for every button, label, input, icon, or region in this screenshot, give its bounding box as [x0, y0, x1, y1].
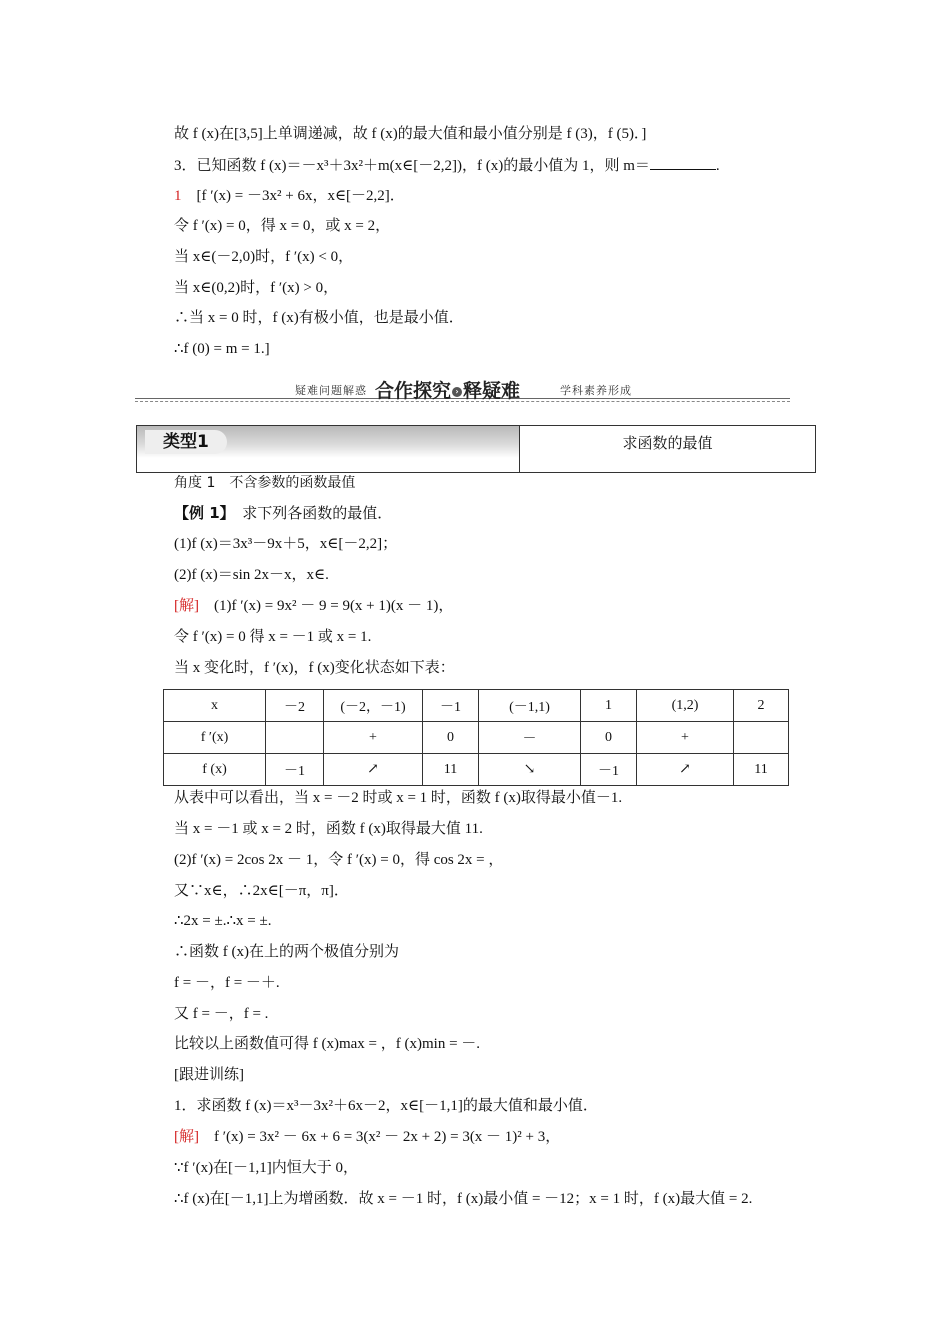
table-cell: －1: [423, 690, 479, 722]
practice-solution-line: [174, 1127, 560, 1147]
text-line: 从表中可以看出，当 x = －2 时或 x = 1 时，函数 f (x)取得最小值－1.: [174, 790, 623, 806]
text-line: ∴函数 f (x)在上的两个极值分别为: [174, 944, 399, 960]
table-cell: f ′(x): [164, 722, 266, 754]
section-banner: [135, 373, 790, 405]
solution-line: 令 f ′(x) = 0 得 x = －1 或 x = 1.: [174, 629, 372, 645]
table-cell: ↗: [324, 754, 423, 786]
banner-title-a: 合作探究: [375, 380, 452, 402]
banner-title-b: 释疑难: [463, 380, 521, 402]
text-line: 当 x∈(－2,0)时，f ′(x) < 0，: [174, 249, 354, 265]
banner-left-text: 疑难问题解惑: [295, 384, 367, 397]
example-line: [174, 503, 392, 524]
banner-title: [375, 376, 520, 403]
text-line: ∴f (0) = m = 1.]: [174, 341, 270, 357]
variation-table: [163, 689, 789, 786]
table-cell: f (x): [164, 754, 266, 786]
practice-solution-line: ∵f ′(x)在[－1,1]内恒大于 0，: [174, 1160, 359, 1176]
table-row: [164, 754, 789, 786]
table-header-row: [164, 690, 789, 722]
table-cell: 0: [581, 722, 637, 754]
table-cell: x: [164, 690, 266, 722]
table-cell: －1: [581, 754, 637, 786]
solution-line: 当 x 变化时，f ′(x)，f (x)变化状态如下表：: [174, 660, 455, 676]
text-line: (2)f ′(x) = 2cos 2x － 1，令 f ′(x) = 0，得 cos 2x = ，: [174, 852, 504, 868]
text-line: 当 x∈(0,2)时，f ′(x) > 0，: [174, 280, 339, 296]
table-cell: 11: [423, 754, 479, 786]
practice-solution-text: f ′(x) = 3x² － 6x + 6 = 3(x² － 2x + 2) = 3(x － 1)² + 3，: [214, 1129, 561, 1145]
practice-question: 1．求函数 f (x)＝x³－3x²＋6x－2，x∈[－1,1]的最大值和最小值．: [174, 1098, 598, 1114]
text-line: 比较以上函数值可得 f (x)max = ，f (x)min = －.: [174, 1036, 481, 1052]
banner-right-text: 学科素养形成: [560, 384, 632, 397]
text-line: ∴当 x = 0 时，f (x)有极小值，也是最小值．: [174, 310, 464, 326]
example-part-2: (2)f (x)＝sin 2x－x，x∈.: [174, 567, 329, 583]
answer-text: [f ′(x) = －3x² + 6x，x∈[－2,2]．: [196, 188, 405, 204]
question-3-text: 3．已知函数 f (x)＝－x³＋3x²＋m(x∈[－2,2])，f (x)的最小值为 1，则 m＝: [174, 158, 650, 174]
text-line: f = －，f = －＋.: [174, 975, 280, 991]
text-line: 又 f = －，f = .: [174, 1006, 269, 1022]
practice-solution-tag: [解]: [174, 1129, 199, 1145]
table-cell: 0: [423, 722, 479, 754]
question-3: 3．已知函数 f (x)＝－x³＋3x²＋m(x∈[－2,2])，f (x)的最小值为 1，则 m＝ .: [174, 155, 720, 176]
table-cell: 2: [734, 690, 789, 722]
arrow-icon: ›: [452, 387, 462, 397]
type-title: 求函数的最值: [622, 434, 713, 452]
answer-line: [174, 186, 405, 206]
table-cell: (1,2): [637, 690, 734, 722]
table-cell: ↘: [479, 754, 581, 786]
table-cell: +: [324, 722, 423, 754]
type-box: [136, 425, 816, 473]
table-cell: －2: [266, 690, 324, 722]
table-cell: 11: [734, 754, 789, 786]
table-cell: －: [479, 722, 581, 754]
example-text: 求下列各函数的最值．: [242, 506, 393, 522]
table-cell: [266, 722, 324, 754]
solution-text: (1)f ′(x) = 9x² － 9 = 9(x + 1)(x － 1)，: [214, 598, 454, 614]
practice-tag: [跟进训练]: [174, 1067, 244, 1083]
example-part-1: (1)f (x)＝3x³－9x＋5，x∈[－2,2]；: [174, 536, 398, 552]
text-line: ∴2x = ±.∴x = ±.: [174, 913, 272, 929]
angle-heading: 角度 1 不含参数的函数最值: [174, 475, 356, 491]
text-line: 当 x = －1 或 x = 2 时，函数 f (x)取得最大值 11.: [174, 821, 483, 837]
text-line: 又∵x∈，∴2x∈[－π，π]．: [174, 883, 349, 899]
table-row: [164, 722, 789, 754]
example-tag: 【例 1】: [174, 504, 228, 522]
table-cell: [734, 722, 789, 754]
solution-line: [174, 596, 453, 616]
table-cell: (－2，－1): [324, 690, 423, 722]
table-cell: －1: [266, 754, 324, 786]
solution-tag: [解]: [174, 598, 199, 614]
practice-solution-line: ∴f (x)在[－1,1]上为增函数．故 x = －1 时，f (x)最小值 = －12；x = 1 时，f (x)最大值 = 2.: [174, 1191, 753, 1207]
table-cell: ↗: [637, 754, 734, 786]
text-line: 令 f ′(x) = 0，得 x = 0，或 x = 2，: [174, 218, 391, 234]
type-tab: 类型1: [145, 430, 227, 454]
answer-blank: [650, 155, 716, 170]
table-cell: (－1,1): [479, 690, 581, 722]
table-cell: +: [637, 722, 734, 754]
text-line: 故 f (x)在[3,5]上单调递减，故 f (x)的最大值和最小值分别是 f (3)，f (5)．]: [174, 126, 647, 142]
answer-value: 1: [174, 188, 182, 204]
table-cell: 1: [581, 690, 637, 722]
